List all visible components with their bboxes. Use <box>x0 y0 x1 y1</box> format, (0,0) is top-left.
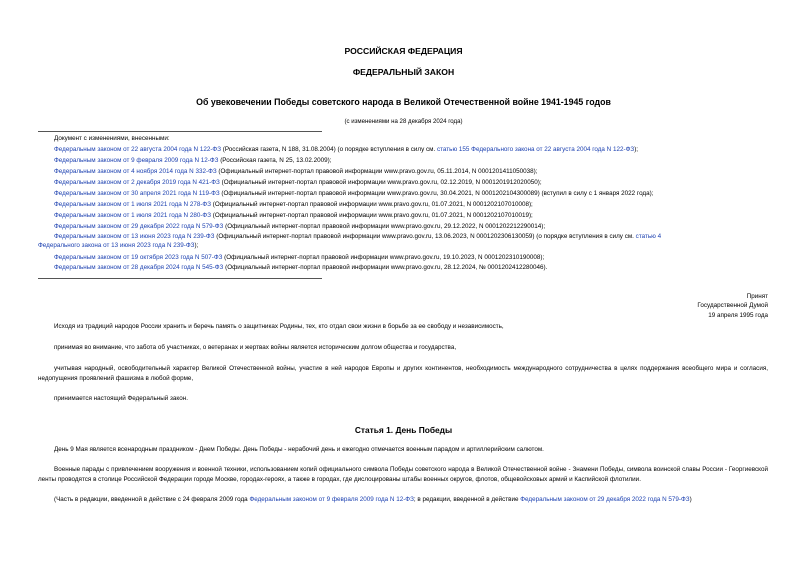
amendment-line: Федеральным законом от 9 февраля 2009 года N 12-ФЗ (Российская газета, N 25, 13.02.2009); <box>54 157 332 164</box>
amendment-link[interactable]: Федеральным законом от 19 октября 2023 года N 507-ФЗ <box>54 254 223 261</box>
amendment-article-link[interactable]: статью 4 <box>635 233 662 240</box>
divider-top <box>38 131 322 132</box>
amendment-link[interactable]: Федеральным законом от 22 августа 2004 года N 122-ФЗ <box>54 146 222 153</box>
amendment-link[interactable]: Федеральным законом от 1 июля 2021 года N 280-ФЗ <box>54 212 212 219</box>
amendment-line-continued: Федерального закона от 13 июня 2023 года N 239-ФЗ); <box>38 242 199 249</box>
amendment-line: Федеральным законом от 1 июля 2021 года N 280-ФЗ (Официальный интернет-портал правовой информации www.pravo.gov.ru, 01.07.2021, N 0001202107010019); <box>54 212 533 219</box>
edition-link-2022[interactable]: Федеральным законом от 29 декабря 2022 года N 579-ФЗ <box>520 496 690 503</box>
preamble-paragraph-4: принимается настоящий Федеральный закон. <box>54 395 188 402</box>
amendment-link[interactable]: Федеральным законом от 4 ноября 2014 года N 332-ФЗ <box>54 168 217 175</box>
amendment-line: Федеральным законом от 1 июля 2021 года N 278-ФЗ (Официальный интернет-портал правовой информации www.pravo.gov.ru, 01.07.2021, N 0001202107010008); <box>54 201 533 208</box>
adopted-body: Государственной Думой <box>697 302 768 310</box>
preamble-paragraph-2: принимая во внимание, что забота об участниках, о ветеранах и жертвах войны является историческим долгом общества и государства, <box>54 344 457 351</box>
amendment-line: Федеральным законом от 4 ноября 2014 года N 332-ФЗ (Официальный интернет-портал правовой информации www.pravo.gov.ru, 05.11.2014, N 0001201411050038); <box>54 168 538 175</box>
amendment-line: Федеральным законом от 19 октября 2023 года N 507-ФЗ (Официальный интернет-портал правовой информации www.pravo.gov.ru, 19.10.2023, N 0001202310190008); <box>54 254 545 261</box>
amendment-link[interactable]: Федеральным законом от 1 июля 2021 года N 278-ФЗ <box>54 201 212 208</box>
amendment-link[interactable]: Федеральным законом от 30 апреля 2021 года N 119-ФЗ <box>54 190 220 197</box>
amendment-line: Федеральным законом от 29 декабря 2022 года N 579-ФЗ (Официальный интернет-портал правовой информации www.pravo.gov.ru, 29.12.2022, N 0001202212290014); <box>54 223 546 230</box>
amendment-line: Федеральным законом от 13 июня 2023 года N 239-ФЗ (Официальный интернет-портал правовой информации www.pravo.gov.ru, 13.06.2023, N 0001202306130059) (о порядке вступления в силу см. статью 4 <box>54 233 662 240</box>
article-1-edition-note: (Часть в редакции, введенной в действие с 24 февраля 2009 года Федеральным законом от 9 февраля 2009 года N 12-ФЗ; в редакции, введенной в действие Федеральным законом от 29 декабря 2022 года N 579-ФЗ) <box>54 496 692 503</box>
preamble-paragraph-3: учитывая народный, освободительный характер Великой Отечественной войны, участие в ней народов Европы и других континентов, необходимость международного сотрудничества в целях поддержания всеобщего мира и согласия, недопущения проявлений фашизма в любой форме, <box>38 365 768 382</box>
amendment-link[interactable]: Федеральным законом от 29 декабря 2022 года N 579-ФЗ <box>54 223 224 230</box>
law-title: Об увековечении Победы советского народа в Великой Отечественной войне 1941-1945 годов <box>196 97 611 107</box>
article-1-heading: Статья 1. День Победы <box>354 425 453 435</box>
amendments-intro: Документ с изменениями, внесенными: <box>54 135 170 142</box>
article-1-paragraph-1: День 9 Мая является всенародным праздником - Днем Победы. День Победы - нерабочий день и ежегодно отмечается военным парадом и артиллерийским салютом. <box>54 446 544 453</box>
amendment-line: Федеральным законом от 22 августа 2004 года N 122-ФЗ (Российская газета, N 188, 31.08.2004) (о порядке вступления в силу см. статью 155 Федерального закона от 22 августа 2004 года N 122-ФЗ); <box>54 146 639 153</box>
preamble-paragraph-1: Исходя из традиций народов России хранить и беречь память о защитниках Родины, тех, кто отдал свои жизни в борьбе за ее свободу и независимость, <box>54 323 504 330</box>
edition-link-2009[interactable]: Федеральным законом от 9 февраля 2009 года N 12-ФЗ <box>249 496 414 503</box>
amendment-line: Федеральным законом от 30 апреля 2021 года N 119-ФЗ (Официальный интернет-портал правовой информации www.pravo.gov.ru, 30.04.2021, N 0001202104300089) (вступил в силу с 1 января 2022 года); <box>54 190 654 197</box>
amendment-line: Федеральным законом от 28 декабря 2024 года N 545-ФЗ (Официальный интернет-портал правовой информации www.pravo.gov.ru, 28.12.2024, № 0001202412280046). <box>54 264 548 271</box>
adopted-label: Принят <box>746 293 768 300</box>
divider-bottom <box>38 278 322 279</box>
amendment-line: Федеральным законом от 2 декабря 2019 года N 421-ФЗ (Официальный интернет-портал правовой информации www.pravo.gov.ru, 02.12.2019, N 0001201912020050); <box>54 179 542 186</box>
amendment-law-link[interactable]: Федерального закона от 13 июня 2023 года N 239-ФЗ <box>38 242 195 249</box>
article-1-paragraph-2: Военные парады с привлечением вооружения и военной техники, использованием копий официального символа Победы советского народа в Великой Отечественной войне - Знамени Победы, символа воинской славы России - Георгиевской ленты проводятся в столице Российской Федерации городе Москве, городах-героях, а также в городах, где дислоцированы штабы военных округов, флотов, общевойсковых армий и Каспийской флотилии. <box>38 466 768 483</box>
adoption-block <box>697 292 768 320</box>
amendment-article-link[interactable]: статью 155 Федерального закона от 22 августа 2004 года N 122-ФЗ <box>436 146 635 153</box>
changes-note: (с изменениями на 28 декабря 2024 года) <box>344 118 463 125</box>
doc-type-heading: ФЕДЕРАЛЬНЫЙ ЗАКОН <box>352 67 455 77</box>
amendment-link[interactable]: Федеральным законом от 13 июня 2023 года N 239-ФЗ <box>54 233 215 240</box>
amendment-link[interactable]: Федеральным законом от 28 декабря 2024 года N 545-ФЗ <box>54 264 224 271</box>
adopted-date: 19 апреля 1995 года <box>708 311 768 319</box>
country-heading: РОССИЙСКАЯ ФЕДЕРАЦИЯ <box>344 46 463 56</box>
amendment-link[interactable]: Федеральным законом от 2 декабря 2019 года N 421-ФЗ <box>54 179 220 186</box>
amendment-link[interactable]: Федеральным законом от 9 февраля 2009 года N 12-ФЗ <box>54 157 219 164</box>
